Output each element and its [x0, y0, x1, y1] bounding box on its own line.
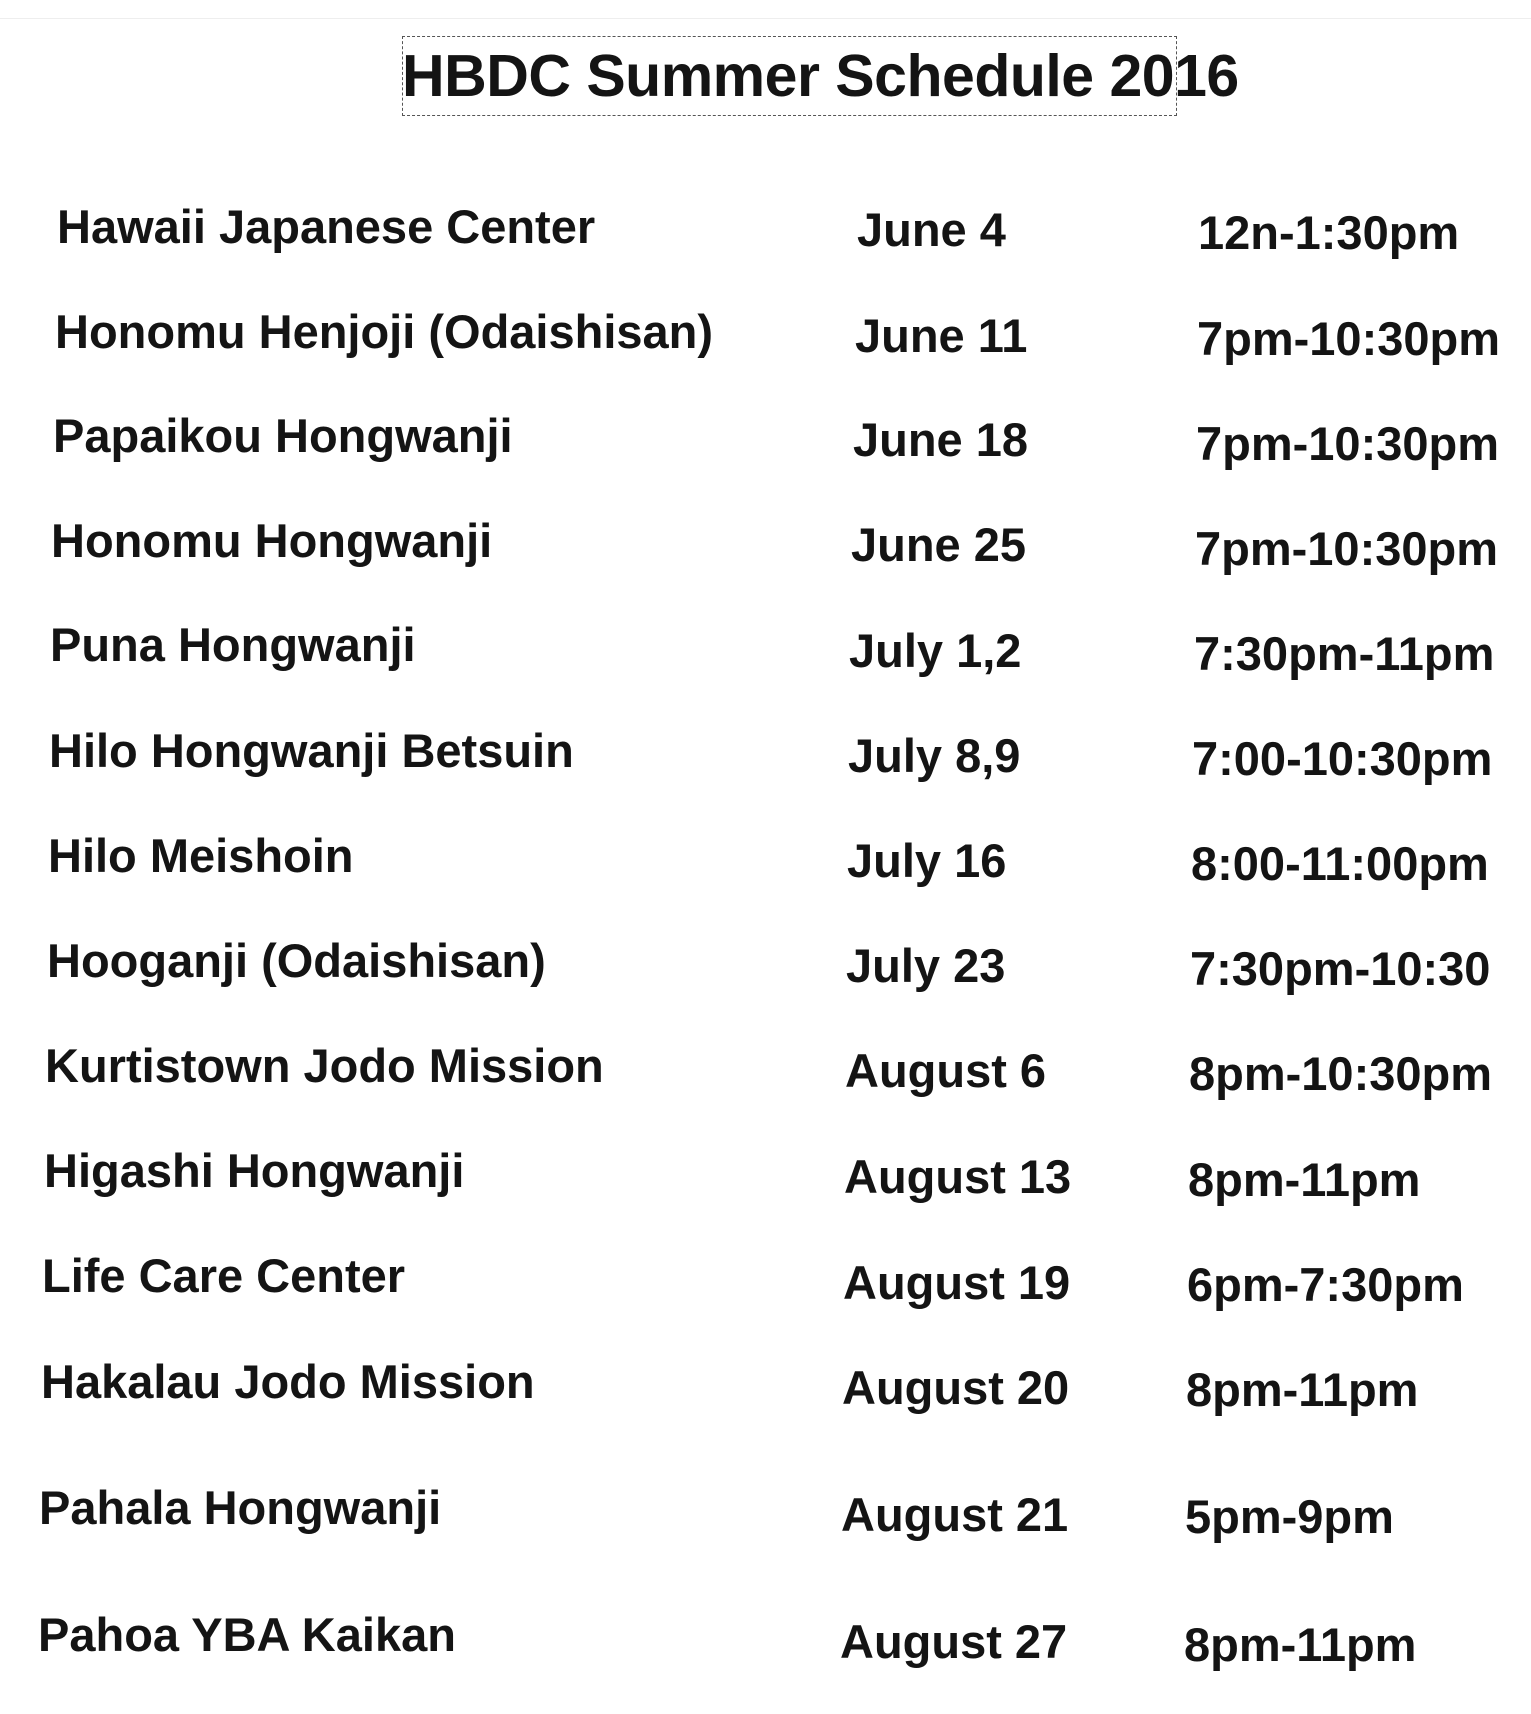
event-time: 8:00-11:00pm	[1191, 837, 1489, 890]
event-date: June 18	[853, 413, 1029, 466]
event-date: July 23	[846, 939, 1006, 992]
event-time: 7pm-10:30pm	[1195, 522, 1498, 575]
event-time: 5pm-9pm	[1185, 1490, 1394, 1543]
venue-name: Hilo Hongwanji Betsuin	[49, 724, 574, 777]
event-date: August 6	[845, 1044, 1047, 1097]
venue-name: Hawaii Japanese Center	[57, 200, 596, 253]
event-time: 8pm-11pm	[1188, 1153, 1421, 1206]
event-date: August 27	[840, 1615, 1068, 1668]
event-date: August 13	[844, 1150, 1072, 1203]
venue-name: Life Care Center	[42, 1249, 406, 1302]
venue-name: Higashi Hongwanji	[44, 1144, 465, 1197]
venue-name: Hooganji (Odaishisan)	[47, 934, 546, 987]
venue-name: Pahoa YBA Kaikan	[38, 1608, 456, 1661]
venue-name: Hakalau Jodo Mission	[41, 1355, 535, 1408]
event-date: August 20	[842, 1361, 1070, 1414]
event-date: June 11	[855, 309, 1028, 362]
event-time: 8pm-11pm	[1184, 1618, 1417, 1671]
event-date: August 19	[843, 1256, 1071, 1309]
event-time: 8pm-10:30pm	[1189, 1047, 1492, 1100]
venue-name: Pahala Hongwanji	[39, 1481, 442, 1534]
venue-name: Honomu Hongwanji	[51, 514, 493, 567]
page-top-rule	[0, 18, 1531, 19]
event-date: July 1,2	[849, 624, 1022, 677]
page-title: HBDC Summer Schedule 2016	[402, 43, 1239, 109]
event-time: 8pm-11pm	[1186, 1363, 1419, 1416]
venue-name: Papaikou Hongwanji	[53, 409, 513, 462]
venue-name: Puna Hongwanji	[50, 618, 416, 671]
event-date: August 21	[841, 1488, 1069, 1541]
venue-name: Hilo Meishoin	[48, 829, 354, 882]
event-time: 7:30pm-11pm	[1194, 627, 1495, 680]
event-date: June 25	[851, 518, 1027, 571]
event-time: 7pm-10:30pm	[1196, 417, 1499, 470]
event-time: 7:00-10:30pm	[1192, 732, 1493, 785]
event-time: 7:30pm-10:30	[1190, 942, 1491, 995]
event-time: 6pm-7:30pm	[1187, 1258, 1464, 1311]
event-date: July 16	[847, 834, 1007, 887]
venue-name: Kurtistown Jodo Mission	[45, 1039, 604, 1092]
event-date: July 8,9	[848, 729, 1021, 782]
event-time: 12n-1:30pm	[1198, 206, 1460, 259]
venue-name: Honomu Henjoji (Odaishisan)	[55, 305, 714, 358]
event-date: June 4	[857, 203, 1006, 256]
event-time: 7pm-10:30pm	[1197, 312, 1500, 365]
